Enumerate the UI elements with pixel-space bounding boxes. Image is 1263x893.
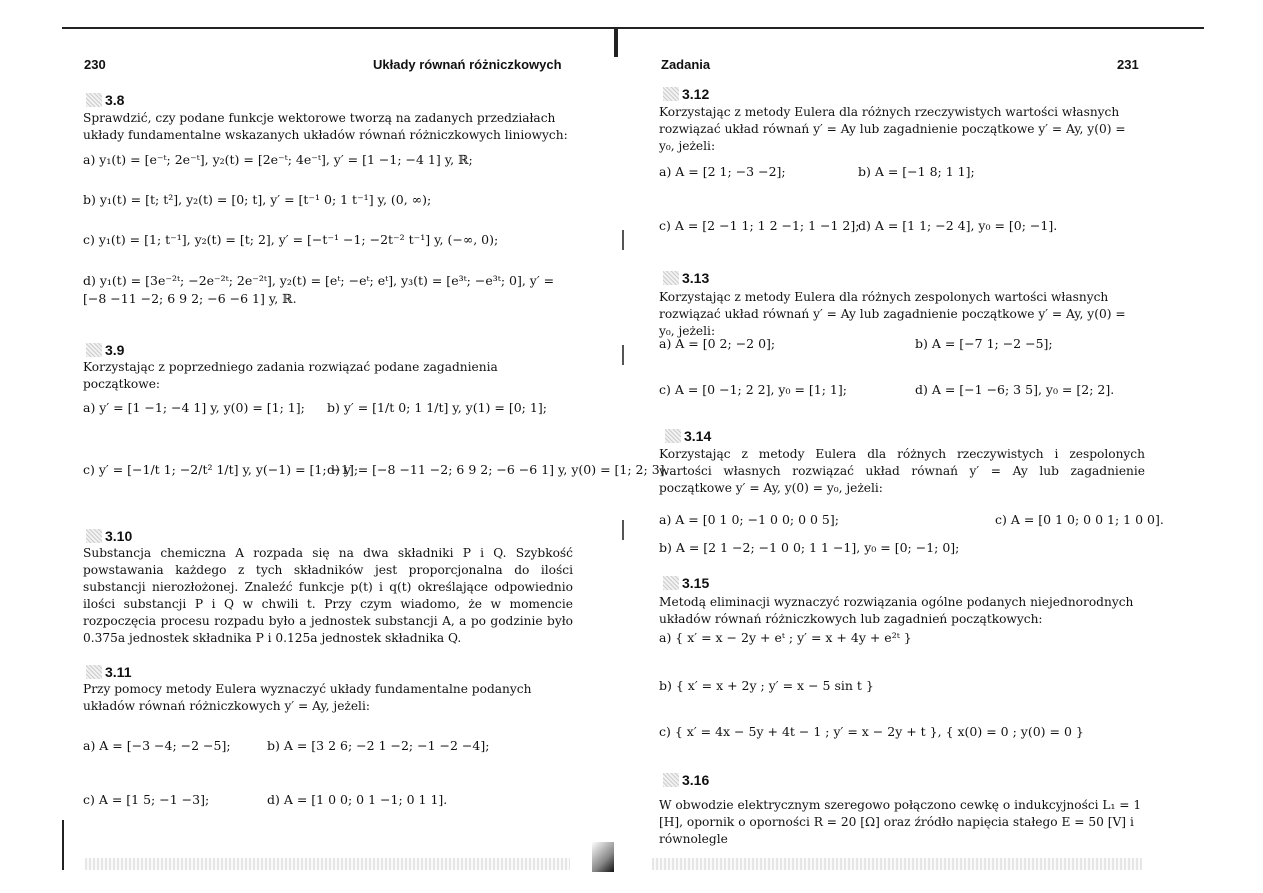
exercise-item: c) y′ = [−1/t 1; −2/t² 1/t] y, y(−1) = [1; −1]; (83, 462, 359, 477)
exercise-item: c) y₁(t) = [1; t⁻¹], y₂(t) = [t; 2], y′ = [−t⁻¹ −1; −2t⁻² t⁻¹] y, (−∞, 0); (83, 232, 499, 247)
book-spine-mark (614, 27, 618, 57)
exercise-item: a) A = [0 2; −2 0]; (659, 336, 776, 351)
section-number: 3.9 (86, 342, 124, 358)
section-number: 3.8 (86, 92, 124, 108)
exercise-item: c) A = [0 −1; 2 2], y₀ = [1; 1]; (659, 382, 847, 397)
exercise-item: d) A = [1 0 0; 0 1 −1; 0 1 1]. (267, 792, 448, 807)
page-number: 231 (1117, 57, 1139, 72)
section-text: Sprawdzić, czy podane funkcje wektorowe tworzą na zadanych przedziałach układy fundamentalne wskazanych układów równań różniczkowych liniowych: (83, 111, 568, 142)
margin-mark (622, 230, 624, 250)
section-text: Metodą eliminacji wyznaczyć rozwiązania ogólne podanych niejednorodnych układów równań różniczkowych lub zagadnień początkowych: (659, 595, 1134, 626)
exercise-item: b) A = [3 2 6; −2 1 −2; −1 −2 −4]; (267, 738, 490, 753)
left-page (62, 0, 669, 893)
exercise-item: b) y′ = [1/t 0; 1 1/t] y, y(1) = [0; 1]; (327, 400, 547, 415)
book-spine-shadow (592, 842, 614, 872)
section-number: 3.12 (663, 86, 709, 102)
exercise-item: b) y₁(t) = [t; t²], y₂(t) = [0; t], y′ = [t⁻¹ 0; 1 t⁻¹] y, (0, ∞); (83, 192, 432, 207)
exercise-item: c) A = [2 −1 1; 1 2 −1; 1 −1 2]; (659, 218, 860, 233)
exercise-item: b) A = [−1 8; 1 1]; (858, 164, 975, 179)
section-number: 3.14 (665, 428, 711, 444)
exercise-item: a) y₁(t) = [e⁻ᵗ; 2e⁻ᵗ], y₂(t) = [2e⁻ᵗ; 4e⁻ᵗ], y′ = [1 −1; −4 1] y, ℝ; (83, 152, 473, 167)
section-number: 3.13 (663, 270, 709, 286)
exercise-item: a) A = [2 1; −3 −2]; (659, 164, 786, 179)
running-title: Zadania (661, 57, 711, 72)
exercise-item: d) y₁(t) = [3e⁻²ᵗ; −2e⁻²ᵗ; 2e⁻²ᵗ], y₂(t) = [eᵗ; −eᵗ; eᵗ], y₃(t) = [e³ᵗ; −e³ᵗ; 0], y′ = [−8 −11 −2; 6 9 2; −6 −6 1] y, ℝ. (83, 273, 555, 306)
exercise-item: c) A = [1 5; −1 −3]; (83, 792, 210, 807)
exercise-item: a) { x′ = x − 2y + eᵗ ; y′ = x + 4y + e²ᵗ } (659, 630, 912, 645)
exercise-item: a) y′ = [1 −1; −4 1] y, y(0) = [1; 1]; (83, 400, 305, 415)
section-number: 3.11 (86, 664, 131, 680)
section-text: Korzystając z metody Eulera dla różnych rzeczywistych i zespolonych wartości własnych rozwiązać układ równań y′ = Ay lub zagadnienie początkowe y′ = Ay, y(0) = y₀, jeżeli: (659, 447, 1145, 495)
exercise-item: b) A = [−7 1; −2 −5]; (915, 336, 1053, 351)
margin-mark (622, 520, 624, 540)
exercise-item: c) { x′ = 4x − 5y + 4t − 1 ; y′ = x − 2y + t }, { x(0) = 0 ; y(0) = 0 } (659, 724, 1084, 739)
section-text: Korzystając z poprzedniego zadania rozwiązać podane zagadnienia początkowe: (83, 360, 498, 391)
right-page (655, 0, 1164, 893)
section-text: W obwodzie elektrycznym szeregowo połączono cewkę o indukcyjności L₁ = 1 [H], opornik o oporności R = 20 [Ω] oraz źródło napięcia stałego E = 50 [V] i równolegle (659, 798, 1142, 846)
margin-mark (622, 345, 624, 365)
section-number: 3.16 (663, 772, 709, 788)
section-text: Substancja chemiczna A rozpada się na dwa składniki P i Q. Szybkość powstawania każdego z tych składników jest proporcjonalna do ilości substancji nierozłożonej. Znaleźć funkcje p(t) i q(t) określające odpowiednio ilości substancji P i Q w chwili t. Przy czym wiadomo, że w momencie rozpoczęcia procesu rozpadu było a jednostek substancji A, a po godzinie było 0.375a jednostek składnika P i 0.125a jednostek składnika Q. (83, 546, 573, 645)
section-number: 3.10 (86, 528, 132, 544)
exercise-item: a) A = [0 1 0; −1 0 0; 0 0 5]; (659, 512, 839, 527)
running-title: Układy równań różniczkowych (373, 57, 562, 72)
section-text: Korzystając z metody Eulera dla różnych rzeczywistych wartości własnych rozwiązać układ równań y′ = Ay lub zagadnienie początkowe y′ = Ay, y(0) = y₀, jeżeli: (659, 105, 1126, 153)
exercise-item: d) A = [−1 −6; 3 5], y₀ = [2; 2]. (915, 382, 1115, 397)
exercise-item: d) y′ = [−8 −11 −2; 6 9 2; −6 −6 1] y, y(0) = [1; 2; 3]. (327, 462, 669, 477)
exercise-item: b) { x′ = x + 2y ; y′ = x − 5 sin t } (659, 678, 874, 693)
exercise-item: c) A = [0 1 0; 0 0 1; 1 0 0]. (995, 512, 1164, 527)
section-number: 3.15 (663, 575, 709, 591)
exercise-item: d) A = [1 1; −2 4], y₀ = [0; −1]. (858, 218, 1058, 233)
section-text: Korzystając z metody Eulera dla różnych zespolonych wartości własnych rozwiązać układ równań y′ = Ay lub zagadnienie początkowe y′ = Ay, y(0) = y₀, jeżeli: (659, 290, 1126, 338)
exercise-item: b) A = [2 1 −2; −1 0 0; 1 1 −1], y₀ = [0; −1; 0]; (659, 540, 960, 555)
page-number: 230 (84, 57, 106, 72)
section-text: Przy pomocy metody Eulera wyznaczyć układy fundamentalne podanych układów równań różniczkowych y′ = Ay, jeżeli: (83, 682, 532, 713)
exercise-item: a) A = [−3 −4; −2 −5]; (83, 738, 231, 753)
